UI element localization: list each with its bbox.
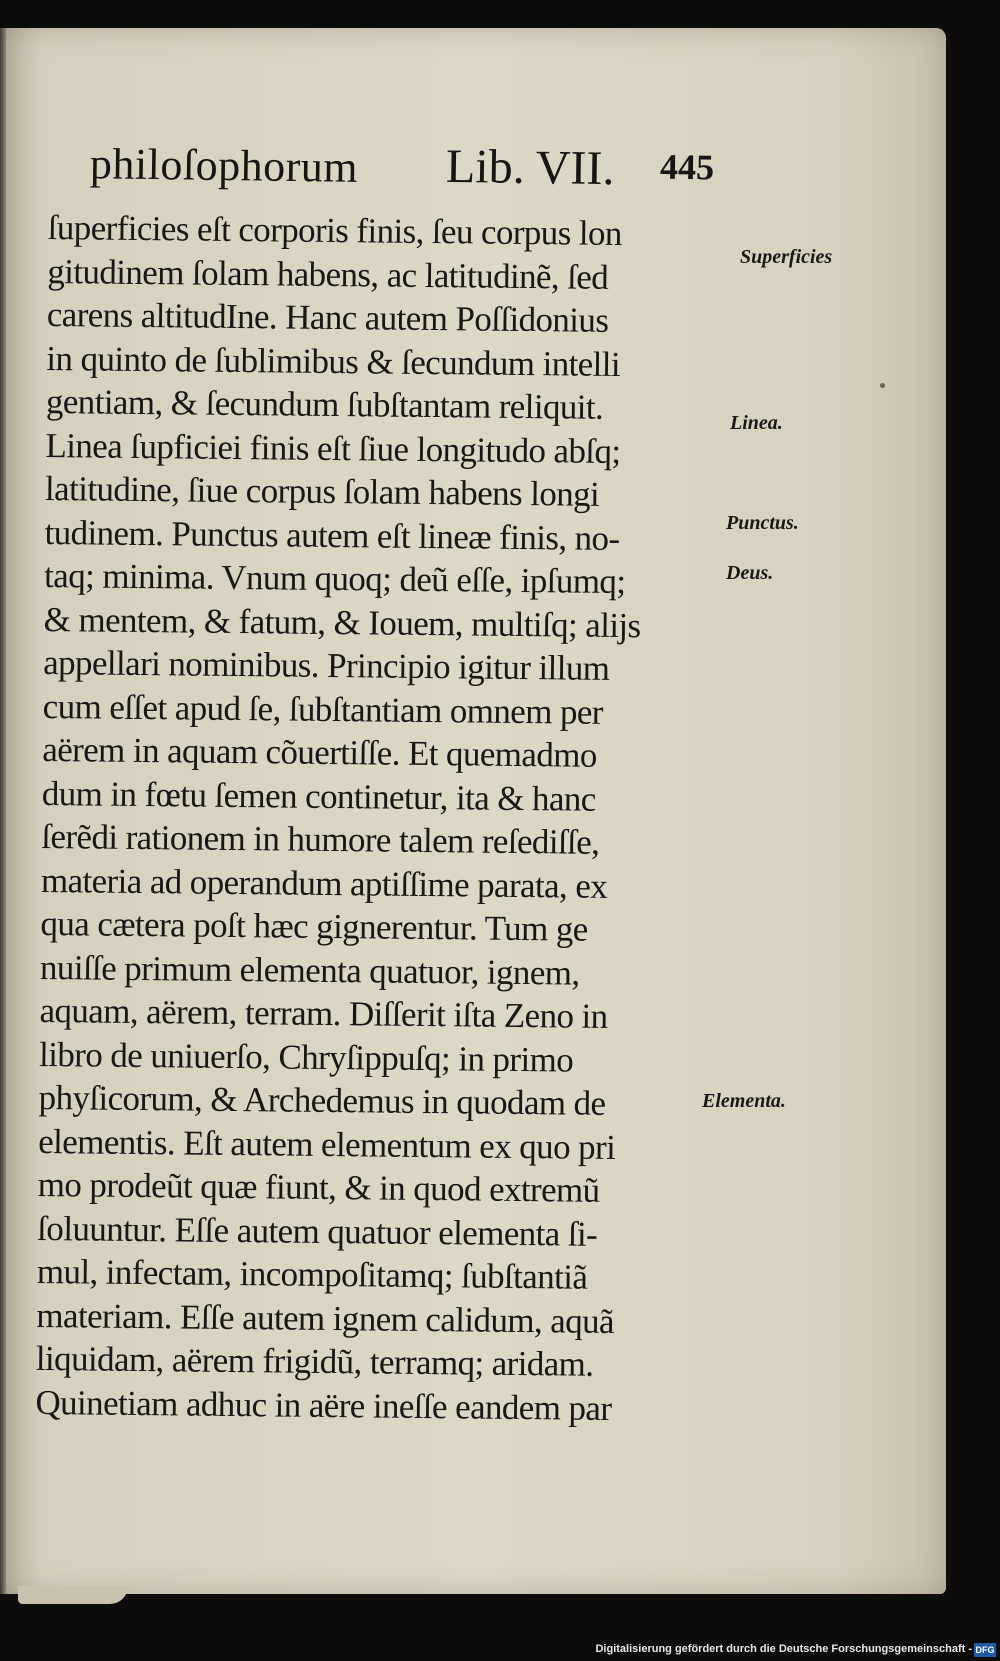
margin-note-elementa: Elementa. bbox=[702, 1090, 786, 1112]
text-line: aquam, aërem, terram. Diſſerit iſta Zeno in bbox=[39, 990, 608, 1036]
text-line: materiam. Eſſe autem ignem calidum, aquã bbox=[36, 1295, 615, 1341]
text-line: gitudinem ſolam habens, ac latitudinẽ, ſed bbox=[47, 251, 609, 297]
text-line: carens altitudIne. Hanc autem Poſſidonius bbox=[46, 294, 609, 340]
ink-speck bbox=[880, 383, 885, 388]
text-line: dum in fœtu ſemen continetur, ita & hanc bbox=[41, 773, 596, 819]
running-head: philoſophorum bbox=[89, 139, 359, 192]
margin-note-deus: Deus. bbox=[726, 562, 774, 584]
text-line: ſerẽdi rationem in humore talem reſediſſe, bbox=[41, 816, 600, 862]
text-line: liquidam, aërem frigidũ, terramq; aridam. bbox=[35, 1338, 594, 1384]
text-line: phyſicorum, & Archedemus in quodam de bbox=[38, 1077, 606, 1123]
text-line: ſoluuntur. Eſſe autem quatuor elementa ſi- bbox=[37, 1208, 598, 1254]
text-line: elementis. Eſt autem elementum ex quo pri bbox=[38, 1121, 616, 1167]
text-line: appellari nominibus. Principio igitur illum bbox=[43, 642, 610, 688]
text-line: Linea ſupficiei finis eſt ſiue longitudo abſq; bbox=[45, 425, 621, 471]
text-line: mo prodeũt quæ fiunt, & in quod extremũ bbox=[37, 1164, 600, 1210]
folio-number: 445 bbox=[659, 146, 715, 188]
text-line: latitudine, ſiue corpus ſolam habens longi bbox=[44, 468, 600, 514]
text-line: cum eſſet apud ſe, ſubſtantiam omnem per bbox=[42, 686, 604, 732]
text-line: libro de uniuerſo, Chryſippuſq; in primo bbox=[38, 1034, 574, 1080]
text-line: in quinto de ſublimibus & ſecundum intelli bbox=[46, 338, 621, 384]
page-corner-curl bbox=[18, 1586, 128, 1604]
text-line: Quinetiam adhuc in aëre ineſſe eandem par bbox=[35, 1382, 612, 1428]
text-line: aërem in aquam cõuertiſſe. Et quemadmo bbox=[42, 729, 597, 775]
margin-note-linea: Linea. bbox=[730, 412, 783, 434]
page-header bbox=[90, 140, 750, 200]
margin-note-punctus: Punctus. bbox=[726, 512, 799, 534]
book-number: Lib. VII. bbox=[445, 139, 615, 196]
text-line: qua cætera poſt hæc gignerentur. Tum ge bbox=[40, 903, 588, 949]
margin-note-superficies: Superficies bbox=[740, 246, 833, 268]
text-line: materia ad operandum aptiſſime parata, ex bbox=[40, 860, 608, 906]
body-text bbox=[35, 206, 708, 1431]
text-line: & mentem, & fatum, & Iouem, multiſq; alijs bbox=[43, 599, 641, 645]
text-line: mul, infectam, incompoſitamq; ſubſtantiã bbox=[36, 1251, 588, 1297]
text-line: ſuperficies eſt corporis finis, ſeu corpus lon bbox=[47, 207, 623, 254]
text-line: nuiſſe primum elementa quatuor, ignem, bbox=[39, 947, 580, 993]
text-line: tudinem. Punctus autem eſt lineæ finis, no- bbox=[44, 512, 620, 558]
digitization-credit: Digitalisierung gefördert durch die Deutsche Forschungsgemeinschaft - bbox=[595, 1643, 972, 1655]
text-line: taq; minima. Vnum quoq; deũ eſſe, ipſumq; bbox=[43, 555, 626, 602]
text-line: gentiam, & ſecundum ſubſtantam reliquit. bbox=[45, 381, 604, 427]
digitization-credit-bar bbox=[0, 1640, 1000, 1661]
dfg-logo: DFG bbox=[975, 1645, 995, 1655]
